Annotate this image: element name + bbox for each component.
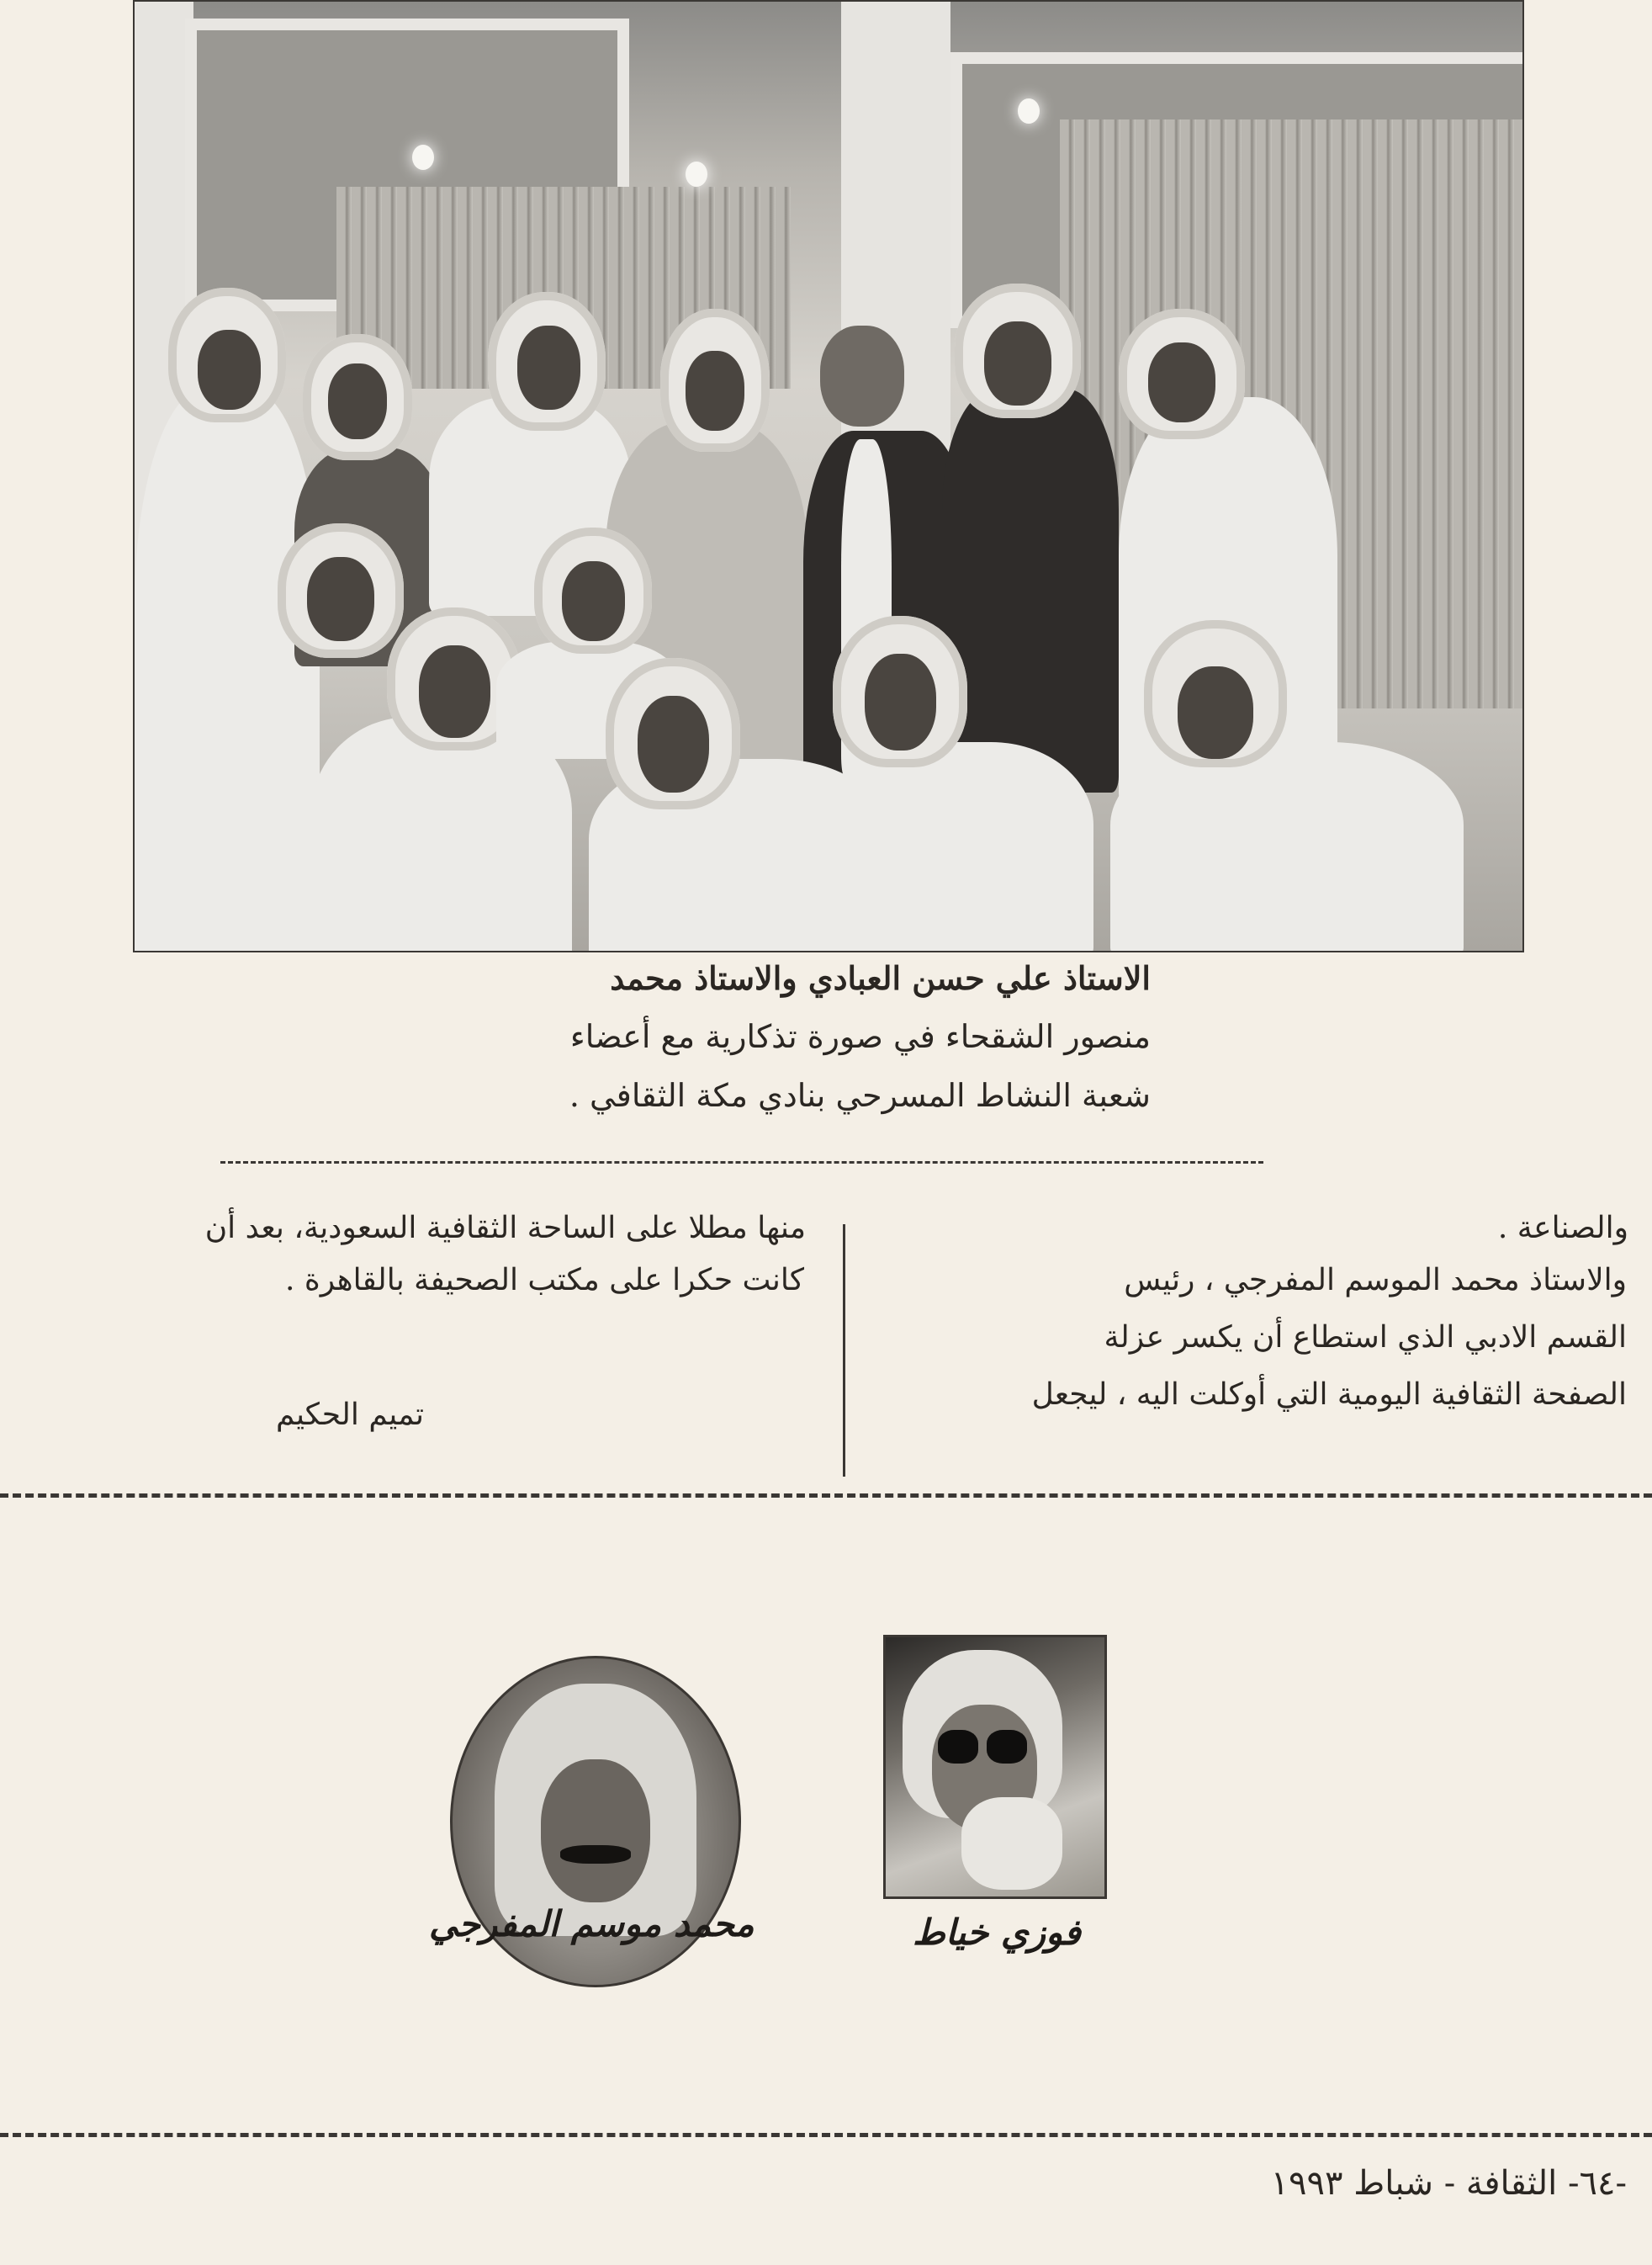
column-divider bbox=[843, 1224, 845, 1477]
photo-caption-line-1: الاستاذ علي حسن العبادي والاستاذ محمد bbox=[610, 959, 1151, 997]
right-column-line-4: الصفحة الثقافية اليومية التي أوكلت اليه ، ليجعل bbox=[1031, 1377, 1627, 1412]
right-column-line-1: والصناعة . bbox=[1497, 1211, 1628, 1245]
left-column-line-1: منها مطلا على الساحة الثقافية السعودية، بعد أن bbox=[204, 1211, 806, 1245]
article-author: تميم الحكيم bbox=[275, 1398, 424, 1432]
section-divider bbox=[0, 1493, 1652, 1498]
group-photo bbox=[133, 0, 1524, 952]
portrait-fawzi-khayyat bbox=[883, 1635, 1107, 1899]
caption-divider bbox=[220, 1161, 1263, 1164]
photo-caption-line-2: منصور الشقحاء في صورة تذكارية مع أعضاء bbox=[569, 1018, 1151, 1055]
signature-fawzi-khayyat: فوزي خياط bbox=[913, 1912, 1081, 1953]
left-column-line-2: كانت حكرا على مكتب الصحيفة بالقاهرة . bbox=[284, 1263, 804, 1297]
footer-divider bbox=[0, 2133, 1652, 2137]
page-footer: -٦٤- الثقافة - شباط ١٩٩٣ bbox=[1270, 2164, 1627, 2203]
signature-mohammed-almufarrji: محمد موسم المفرجي bbox=[429, 1903, 755, 1944]
right-column-line-3: القسم الادبي الذي استطاع أن يكسر عزلة bbox=[1104, 1320, 1627, 1355]
right-column-line-2: والاستاذ محمد الموسم المفرجي ، رئيس bbox=[1124, 1263, 1627, 1297]
photo-caption-line-3: شعبة النشاط المسرحي بنادي مكة الثقافي . bbox=[569, 1077, 1151, 1114]
